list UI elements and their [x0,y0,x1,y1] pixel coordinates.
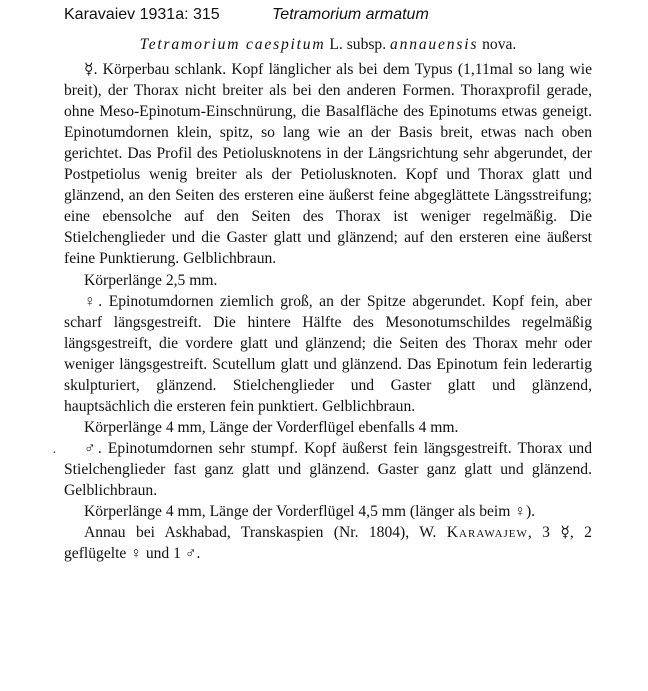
worker-description: ☿. Körperbau schlank. Kopf länglicher als bei dem Typus (1,11mal so lang wie breit), der Thorax nicht breiter als bei den anderen Formen. Thoraxprofil gerade, ohne Meso-Epinotum-Einschnürung, die Basalfläche des Epinotums etwas geneigt. Epinotumdornen klein, spitz, so lang wie an der Basis breit, etwas nach oben gerichtet. Das Profil des Petiolusknotens in der Längsrichtung sehr abgerundet, der Postpetiolus wenig breiter als der Petiolusknoten. Kopf und Thorax glatt und glänzend, an den Seiten des ersteren eine äußerst feine abgeglättete Längsstreifung; eine ebensolche auf den Seiten des Thorax ist weniger regelmäßig. Die Stielchenglieder und die Gaster glatt und glänzend; auf den ersteren eine äußerst feine Punktierung. Gelblichbraun. [64,61,592,268]
worker-length: Körperlänge 2,5 mm. [84,271,218,289]
document-body [64,28,592,564]
collector-name: Karawajew [446,524,528,542]
queen-description: ♀. Epinotumdornen ziemlich groß, an der Spitze abgerundet. Kopf fein, aber scharf längsgestreift. Die hintere Hälfte des Mesonotumschildes regelmäßig längsgestreift, die vordere glatt und glänzend; die Seiten des Thorax mehr oder weniger längsgestreift. Scutellum glatt und glänzend. Das Epinotum fein lederartig skulpturiert, glänzend. Stielchenglieder und Gaster glatt und glänzend, hauptsächlich die ersteren fein punktiert. Gelblichbraun. [64,292,592,415]
margin-mark: · [52,446,57,461]
description-title [64,34,592,55]
locality-prefix: Annau bei Askhabad, Transkaspien (Nr. 1804), W. [84,524,437,542]
locality-paragraph [64,522,592,564]
queen-length: Körperlänge 4 mm, Länge der Vorderflügel ebenfalls 4 mm. [84,418,459,436]
citation-header: Karavaiev 1931a: 315 [64,6,220,23]
title-author: L. subsp. [329,36,387,53]
title-subspecies: annauensis [390,36,479,53]
male-description: ♂. Epinotumdornen sehr stumpf. Kopf äußerst fein längsgestreift. Thorax und Stielchenglieder fast ganz glatt und glänzend. Gaster ganz glatt und glänzend. Gelblichbraun. [64,439,592,499]
male-length: Körperlänge 4 mm, Länge der Vorderflügel 4,5 mm (länger als beim ♀). [84,503,536,521]
title-species: Tetramorium caespitum [139,36,326,53]
taxon-header: Tetramorium armatum [272,6,429,23]
locality-suffix: , 3 ☿, 2 geflügelte ♀ und 1 ♂. [64,524,592,563]
title-status: nova. [482,36,517,53]
